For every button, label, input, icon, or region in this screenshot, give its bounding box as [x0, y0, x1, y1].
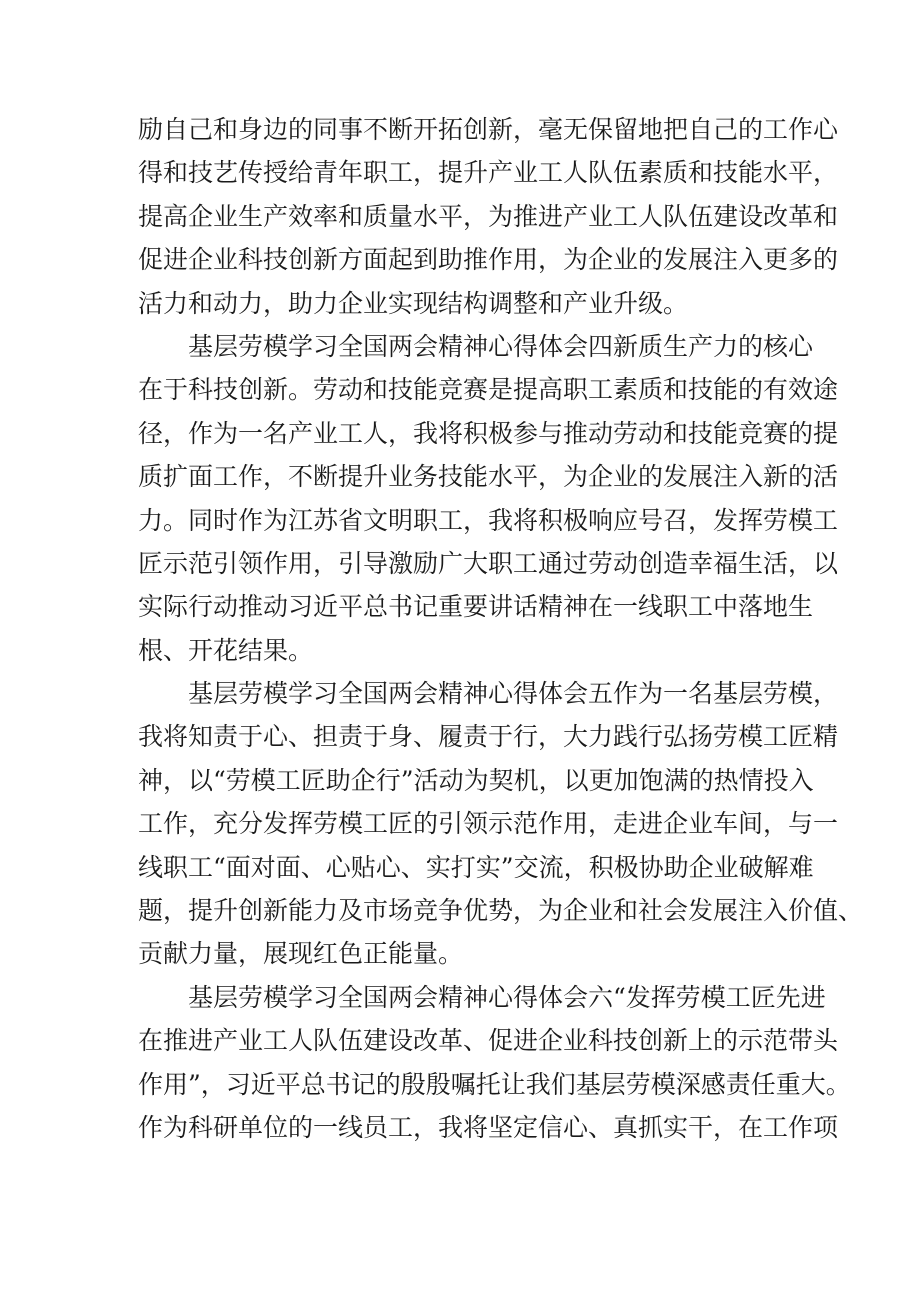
text-line: 在于科技创新。劳动和技能竞赛是提高职工素质和技能的有效途	[138, 375, 839, 405]
text-line: 贡献力量，展现红色正能量。	[138, 939, 464, 969]
text-line: 力。同时作为江苏省文明职工，我将积极响应号召，发挥劳模工	[138, 505, 839, 535]
text-line: 提高企业生产效率和质量水平，为推进产业工人队伍建设改革和	[138, 201, 839, 231]
text-line: 基层劳模学习全国两会精神心得体会六“发挥劳模工匠先进	[188, 982, 826, 1012]
text-line: 我将知责于心、担责于身、履责于行，大力践行弘扬劳模工匠精	[138, 722, 839, 752]
text-line: 在推进产业工人队伍建设改革、促进企业科技创新上的示范带头	[138, 1026, 839, 1056]
text-line: 匠示范引领作用，引导激励广大职工通过劳动创造幸福生活，以	[138, 548, 839, 578]
text-line: 径，作为一名产业工人，我将积极参与推动劳动和技能竞赛的提	[138, 418, 839, 448]
text-line: 根、开花结果。	[138, 635, 314, 665]
text-line: 基层劳模学习全国两会精神心得体会四新质生产力的核心	[188, 331, 814, 361]
paragraph-4	[138, 976, 851, 1150]
paragraph-1	[138, 108, 839, 325]
document-body	[138, 108, 864, 1149]
text-line: 基层劳模学习全国两会精神心得体会五作为一名基层劳模，	[188, 679, 839, 709]
text-line: 质扩面工作，不断提升业务技能水平，为企业的发展注入新的活	[138, 462, 839, 492]
text-line: 活力和动力，助力企业实现结构调整和产业升级。	[138, 288, 689, 318]
text-line: 励自己和身边的同事不断开拓创新，毫无保留地把自己的工作心	[138, 115, 839, 144]
text-line: 作为科研单位的一线员工，我将坚定信心、真抓实干，在工作项	[138, 1112, 839, 1142]
text-line: 线职工“面对面、心贴心、实打实”交流，积极协助企业破解难	[138, 852, 814, 882]
text-line: 神，以“劳模工匠助企行”活动为契机，以更加饱满的热情投入	[138, 765, 814, 795]
text-line: 工作，充分发挥劳模工匠的引领示范作用，走进企业车间，与一	[138, 809, 839, 839]
paragraph-3	[138, 672, 864, 976]
text-line: 得和技艺传授给青年职工，提升产业工人队伍素质和技能水平，	[138, 158, 839, 188]
text-line: 实际行动推动习近平总书记重要讲话精神在一线职工中落地生	[138, 592, 814, 622]
text-line: 促进企业科技创新方面起到助推作用，为企业的发展注入更多的	[138, 245, 839, 275]
text-line: 题，提升创新能力及市场竞争优势，为企业和社会发展注入价值、	[138, 896, 864, 926]
paragraph-2	[138, 325, 839, 672]
text-line: 作用”，习近平总书记的殷殷嘱托让我们基层劳模深感责任重大。	[138, 1069, 851, 1099]
